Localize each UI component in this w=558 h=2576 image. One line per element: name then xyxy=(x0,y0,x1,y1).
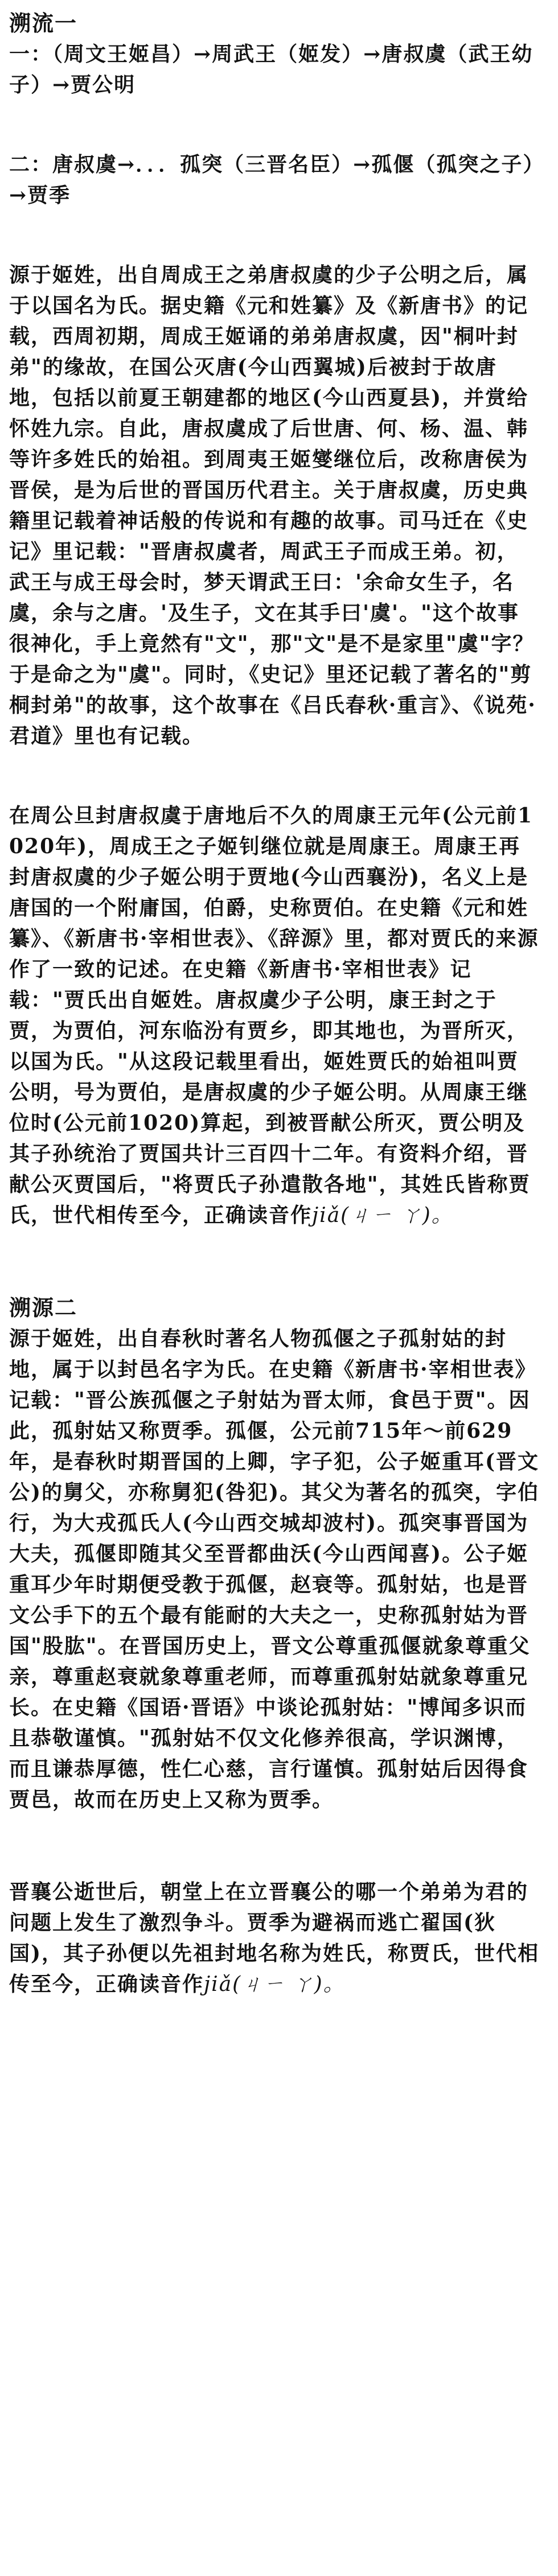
paragraph-jia-ji-text: 晋襄公逝世后，朝堂上在立晋襄公的哪一个弟弟为君的问题上发生了激烈争斗。贾季为避祸而逃亡翟国(狄国)，其子孙便以先祖封地名称为姓氏，称贾氏，世代相传至今，正确读音作 xyxy=(9,1880,540,1996)
source1-title: 溯流一 xyxy=(9,10,78,36)
paragraph-origin-2: 源于姬姓，出自春秋时著名人物孤偃之子孤射姑的封地，属于以封邑名字为氏。在史籍《新唐书·宰相世表》记载："晋公族孤偃之子射姑为晋太师，食邑于贾"。因此，孤射姑又称贾季。孤偃，公元前715年～前629年，是春秋时期晋国的上卿，字子犯，公子姬重耳(晋文公)的舅父，亦称舅犯(咎犯)。其父为著名的孤突，字伯行，为大戎孤氏人(今山西交城却波村)。孤突事晋国为大夫，孤偃即随其父至晋都曲沃(今山西闻喜)。公子姬重耳少年时期便受教于孤偃，赵衰等。孤射姑，也是晋文公手下的五个最有能耐的大夫之一，史称孤射姑为晋国"股肱"。在晋国历史上，晋文公尊重孤偃就象尊重父亲，尊重赵衰就象尊重老师，而尊重孤射姑就象尊重兄长。在史籍《国语·晋语》中谈论孤射姑："博闻多识而且恭敬谨慎。"孤射姑不仅文化修养很高，学识渊博，而且谦恭厚德，性仁心慈，言行谨慎。孤射姑后因得食贾邑，故而在历史上又称为贾季。 xyxy=(9,1327,540,1812)
spacer xyxy=(9,1815,540,1877)
paragraph-jia-state-text: 在周公旦封唐叔虞于唐地后不久的周康王元年(公元前1020年)，周成王之子姬钊继位就是周康王。周康王再封唐叔虞的少子姬公明于贾地(今山西襄汾)，名义上是唐国的一个附庸国，伯爵，史称贾伯。在史籍《元和姓纂》、《新唐书·宰相世表》、《辞源》里，都对贾氏的来源作了一致的记述。在史籍《新唐书·宰相世表》记载："贾氏出自姬姓。唐叔虞少子公明，康王封之于贾，为贾伯，河东临汾有贾乡，即其地也，为晋所灭，以国为氏。"从这段记载里看出，姬姓贾氏的始祖叫贾公明，号为贾伯，是唐叔虞的少子姬公明。从周康王继位时(公元前1020)算起，到被晋献公所灭，贾公明及其子孙统治了贾国共计三百四十二年。有资料介绍，晋献公灭贾国后，"将贾氏子孙遣散各地"，其姓氏皆称贾氏，世代相传至今，正确读音作 xyxy=(9,804,539,1227)
source2-lineage: 二：唐叔虞→．．．孤突（三晋名臣）→孤偃（孤突之子）→贾季 xyxy=(9,153,535,207)
pinyin-reading: jiǎ(ㄐㄧ ㄚ)。 xyxy=(312,1204,453,1227)
spacer xyxy=(9,1231,540,1293)
paragraph-origin-1: 源于姬姓，出自周成王之弟唐叔虞的少子公明之后，属于以国名为氏。据史籍《元和姓纂》及《新唐书》的记载，西周初期，周成王姬诵的弟弟唐叔虞，因"桐叶封弟"的缘故，在国公灭唐(今山西翼城)后被封于故唐地，包括以前夏王朝建都的地区(今山西夏县)，并赏给怀姓九宗。自此，唐叔虞成了后世唐、何、杨、温、韩等许多姓氏的始祖。到周夷王姬燮继位后，改称唐侯为晋侯，是为后世的晋国历代君主。关于唐叔虞，历史典籍里记载着神话般的传说和有趣的故事。司马迁在《史记》里记载："晋唐叔虞者，周武王子而成王弟。初，武王与成王母会时，梦天谓武王曰：'余命女生子，名虞，余与之唐。'及生子，文在其手曰'虞'。"这个故事很神化，手上竟然有"文"，那"文"是不是家里"虞"字？于是命之为"虞"。同时，《史记》里还记载了著名的"剪桐封弟"的故事，这个故事在《吕氏春秋·重言》、《说苑·君道》里也有记载。 xyxy=(9,263,536,748)
paragraph-jia-state xyxy=(9,800,540,1231)
pinyin-reading-2: jiǎ(ㄐㄧ ㄚ)。 xyxy=(204,1973,345,1996)
source3-title: 溯源二 xyxy=(9,1295,78,1320)
spacer xyxy=(9,211,540,260)
source1-lineage: 一：（周文王姬昌）→周武王（姬发）→唐叔虞（武王幼子）→贾公明 xyxy=(9,42,534,97)
spacer xyxy=(9,751,540,800)
paragraph-jia-ji xyxy=(9,1877,540,2000)
spacer xyxy=(9,100,540,149)
